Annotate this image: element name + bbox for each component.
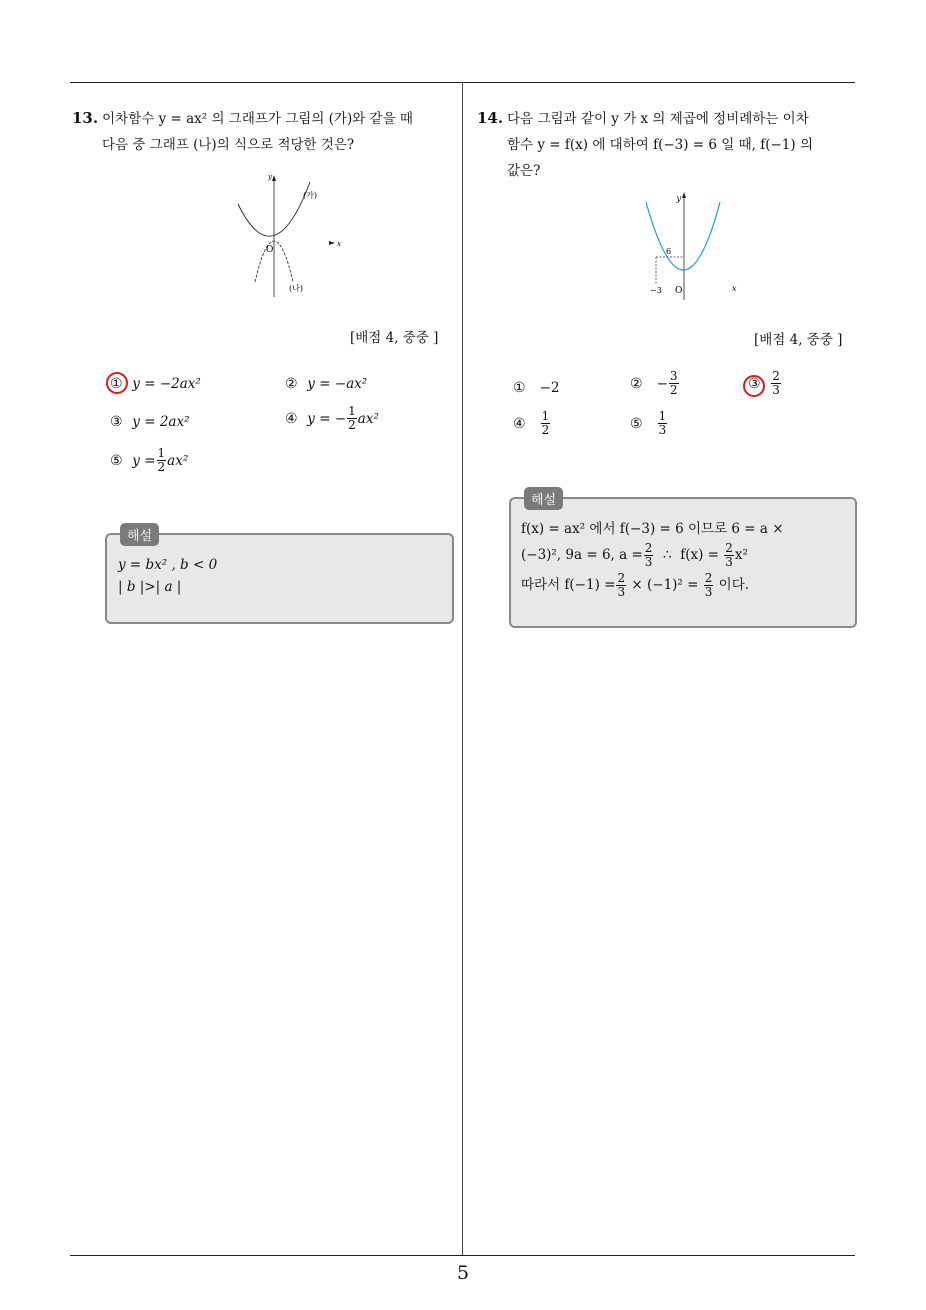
choice-text: − xyxy=(656,375,668,392)
x-axis-arrow xyxy=(329,241,335,245)
explanation-segment: 따라서 f(−1) = xyxy=(521,577,616,593)
numerator: 2 xyxy=(617,570,626,585)
numerator: 2 xyxy=(704,570,713,585)
question-text-line2: 다음 중 그래프 (나)의 식으로 적당한 것은? xyxy=(102,137,355,153)
q13-choice-2[interactable] xyxy=(285,376,367,392)
denominator: 3 xyxy=(658,423,667,437)
q14-answer-circle xyxy=(743,375,765,397)
question-number: 13. xyxy=(72,109,99,127)
fraction xyxy=(771,370,781,397)
question-14 xyxy=(477,105,813,184)
choice-mark: ④ xyxy=(513,415,526,432)
q13-answer-circle xyxy=(106,372,128,394)
fraction xyxy=(644,542,654,569)
column-divider xyxy=(462,83,463,1255)
y-axis-arrow xyxy=(682,192,686,198)
y-axis-label: y xyxy=(268,173,272,181)
numerator: 1 xyxy=(157,446,166,460)
numerator: 3 xyxy=(669,369,678,383)
fraction xyxy=(347,405,357,432)
choice-text-post: ax² xyxy=(357,410,379,427)
question-13 xyxy=(72,105,413,158)
denominator: 3 xyxy=(644,554,653,569)
parabola xyxy=(646,202,720,270)
denominator: 3 xyxy=(704,584,713,599)
question-text-line3: 값은? xyxy=(507,163,541,179)
q14-choice-5[interactable] xyxy=(630,410,668,437)
x-axis-label: x xyxy=(337,240,341,248)
denominator: 2 xyxy=(348,418,356,432)
question-text-line2: 함수 y = f(x) 에 대하여 f(−3) = 6 일 때, f(−1) 의 xyxy=(507,137,813,153)
choice-mark: ① xyxy=(110,376,123,392)
choice-mark: ⑤ xyxy=(110,452,123,469)
fraction xyxy=(704,572,714,599)
q13-choice-5[interactable] xyxy=(110,447,188,474)
numerator: 2 xyxy=(725,540,733,555)
choice-text: y = −2ax² xyxy=(132,376,201,392)
choice-text: y = 2ax² xyxy=(132,414,190,430)
choice-text: y = −ax² xyxy=(307,376,368,392)
q14-explanation-text xyxy=(521,518,784,600)
numerator: 1 xyxy=(658,409,667,423)
choice-mark: ⑤ xyxy=(630,415,643,432)
fraction xyxy=(724,542,734,569)
q14-score-meta: [배점 4, 중중 ] xyxy=(754,332,843,348)
choice-mark: ④ xyxy=(285,410,298,427)
q13-graph xyxy=(225,172,355,302)
label-ga: (가) xyxy=(303,191,317,200)
explanation-segment: ∴ f(x) = xyxy=(654,547,724,563)
denominator: 3 xyxy=(772,383,780,397)
q13-explanation-tag: 해설 xyxy=(120,523,159,546)
q14-explanation-tag: 해설 xyxy=(524,487,563,510)
explanation-segment: 이다. xyxy=(714,577,750,593)
fraction xyxy=(616,572,626,599)
numerator: 2 xyxy=(772,369,780,383)
denominator: 3 xyxy=(725,554,733,569)
denominator: 2 xyxy=(669,383,678,397)
question-text-line1: 이차함수 y = ax² 의 그래프가 그림의 (가)와 같을 때 xyxy=(102,111,413,127)
choice-text: −2 xyxy=(539,380,560,396)
question-number: 14. xyxy=(477,109,504,127)
q13-choice-4[interactable] xyxy=(285,405,379,432)
question-text-line1: 다음 그림과 같이 y 가 x 의 제곱에 정비례하는 이차 xyxy=(507,111,809,127)
choice-mark: ② xyxy=(285,376,298,392)
choice-text: y = xyxy=(132,452,156,469)
bottom-rule xyxy=(70,1255,855,1256)
page-number: 5 xyxy=(456,1262,470,1284)
numerator: 2 xyxy=(644,540,653,555)
explanation-line1: f(x) = ax² 에서 f(−3) = 6 이므로 6 = a × xyxy=(521,521,784,537)
denominator: 2 xyxy=(541,423,550,437)
choice-mark: ① xyxy=(513,380,526,396)
choice-text-post: ax² xyxy=(167,452,189,469)
label-neg3: −3 xyxy=(650,286,662,295)
q13-choice-3[interactable] xyxy=(110,414,189,430)
choice-text: y = − xyxy=(307,410,347,427)
denominator: 3 xyxy=(617,584,626,599)
explanation-segment: x² xyxy=(734,547,748,563)
choice-mark: ③ xyxy=(748,375,761,392)
explanation-segment: (−3)², 9a = 6, a = xyxy=(521,547,643,563)
fraction xyxy=(541,410,551,437)
q14-choice-2[interactable] xyxy=(630,370,680,397)
q14-graph xyxy=(640,190,750,305)
explanation-line1: y = bx² , b < 0 xyxy=(118,557,218,573)
denominator: 2 xyxy=(157,460,166,474)
numerator: 1 xyxy=(348,404,356,418)
numerator: 1 xyxy=(541,409,550,423)
explanation-line2 xyxy=(521,540,784,570)
q14-choice-1[interactable] xyxy=(513,380,560,396)
origin-label: O xyxy=(675,286,683,296)
q13-explanation-text xyxy=(118,554,217,598)
x-axis-label: x xyxy=(732,284,737,293)
explanation-line2: | b |>| a | xyxy=(118,579,182,595)
explanation-segment: × (−1)² = xyxy=(627,577,703,593)
label-six: 6 xyxy=(666,247,672,256)
q13-score-meta: [배점 4, 중중 ] xyxy=(350,330,439,346)
label-na: (나) xyxy=(289,284,303,293)
q14-choice-4[interactable] xyxy=(513,410,551,437)
fraction xyxy=(669,370,679,397)
choice-mark: ② xyxy=(630,375,643,392)
fraction xyxy=(157,447,167,474)
choice-mark: ③ xyxy=(110,414,123,430)
origin-label: O xyxy=(266,245,274,255)
explanation-line3 xyxy=(521,570,784,600)
y-axis-label: y xyxy=(676,194,681,203)
fraction xyxy=(658,410,668,437)
y-axis-arrow xyxy=(272,175,276,181)
